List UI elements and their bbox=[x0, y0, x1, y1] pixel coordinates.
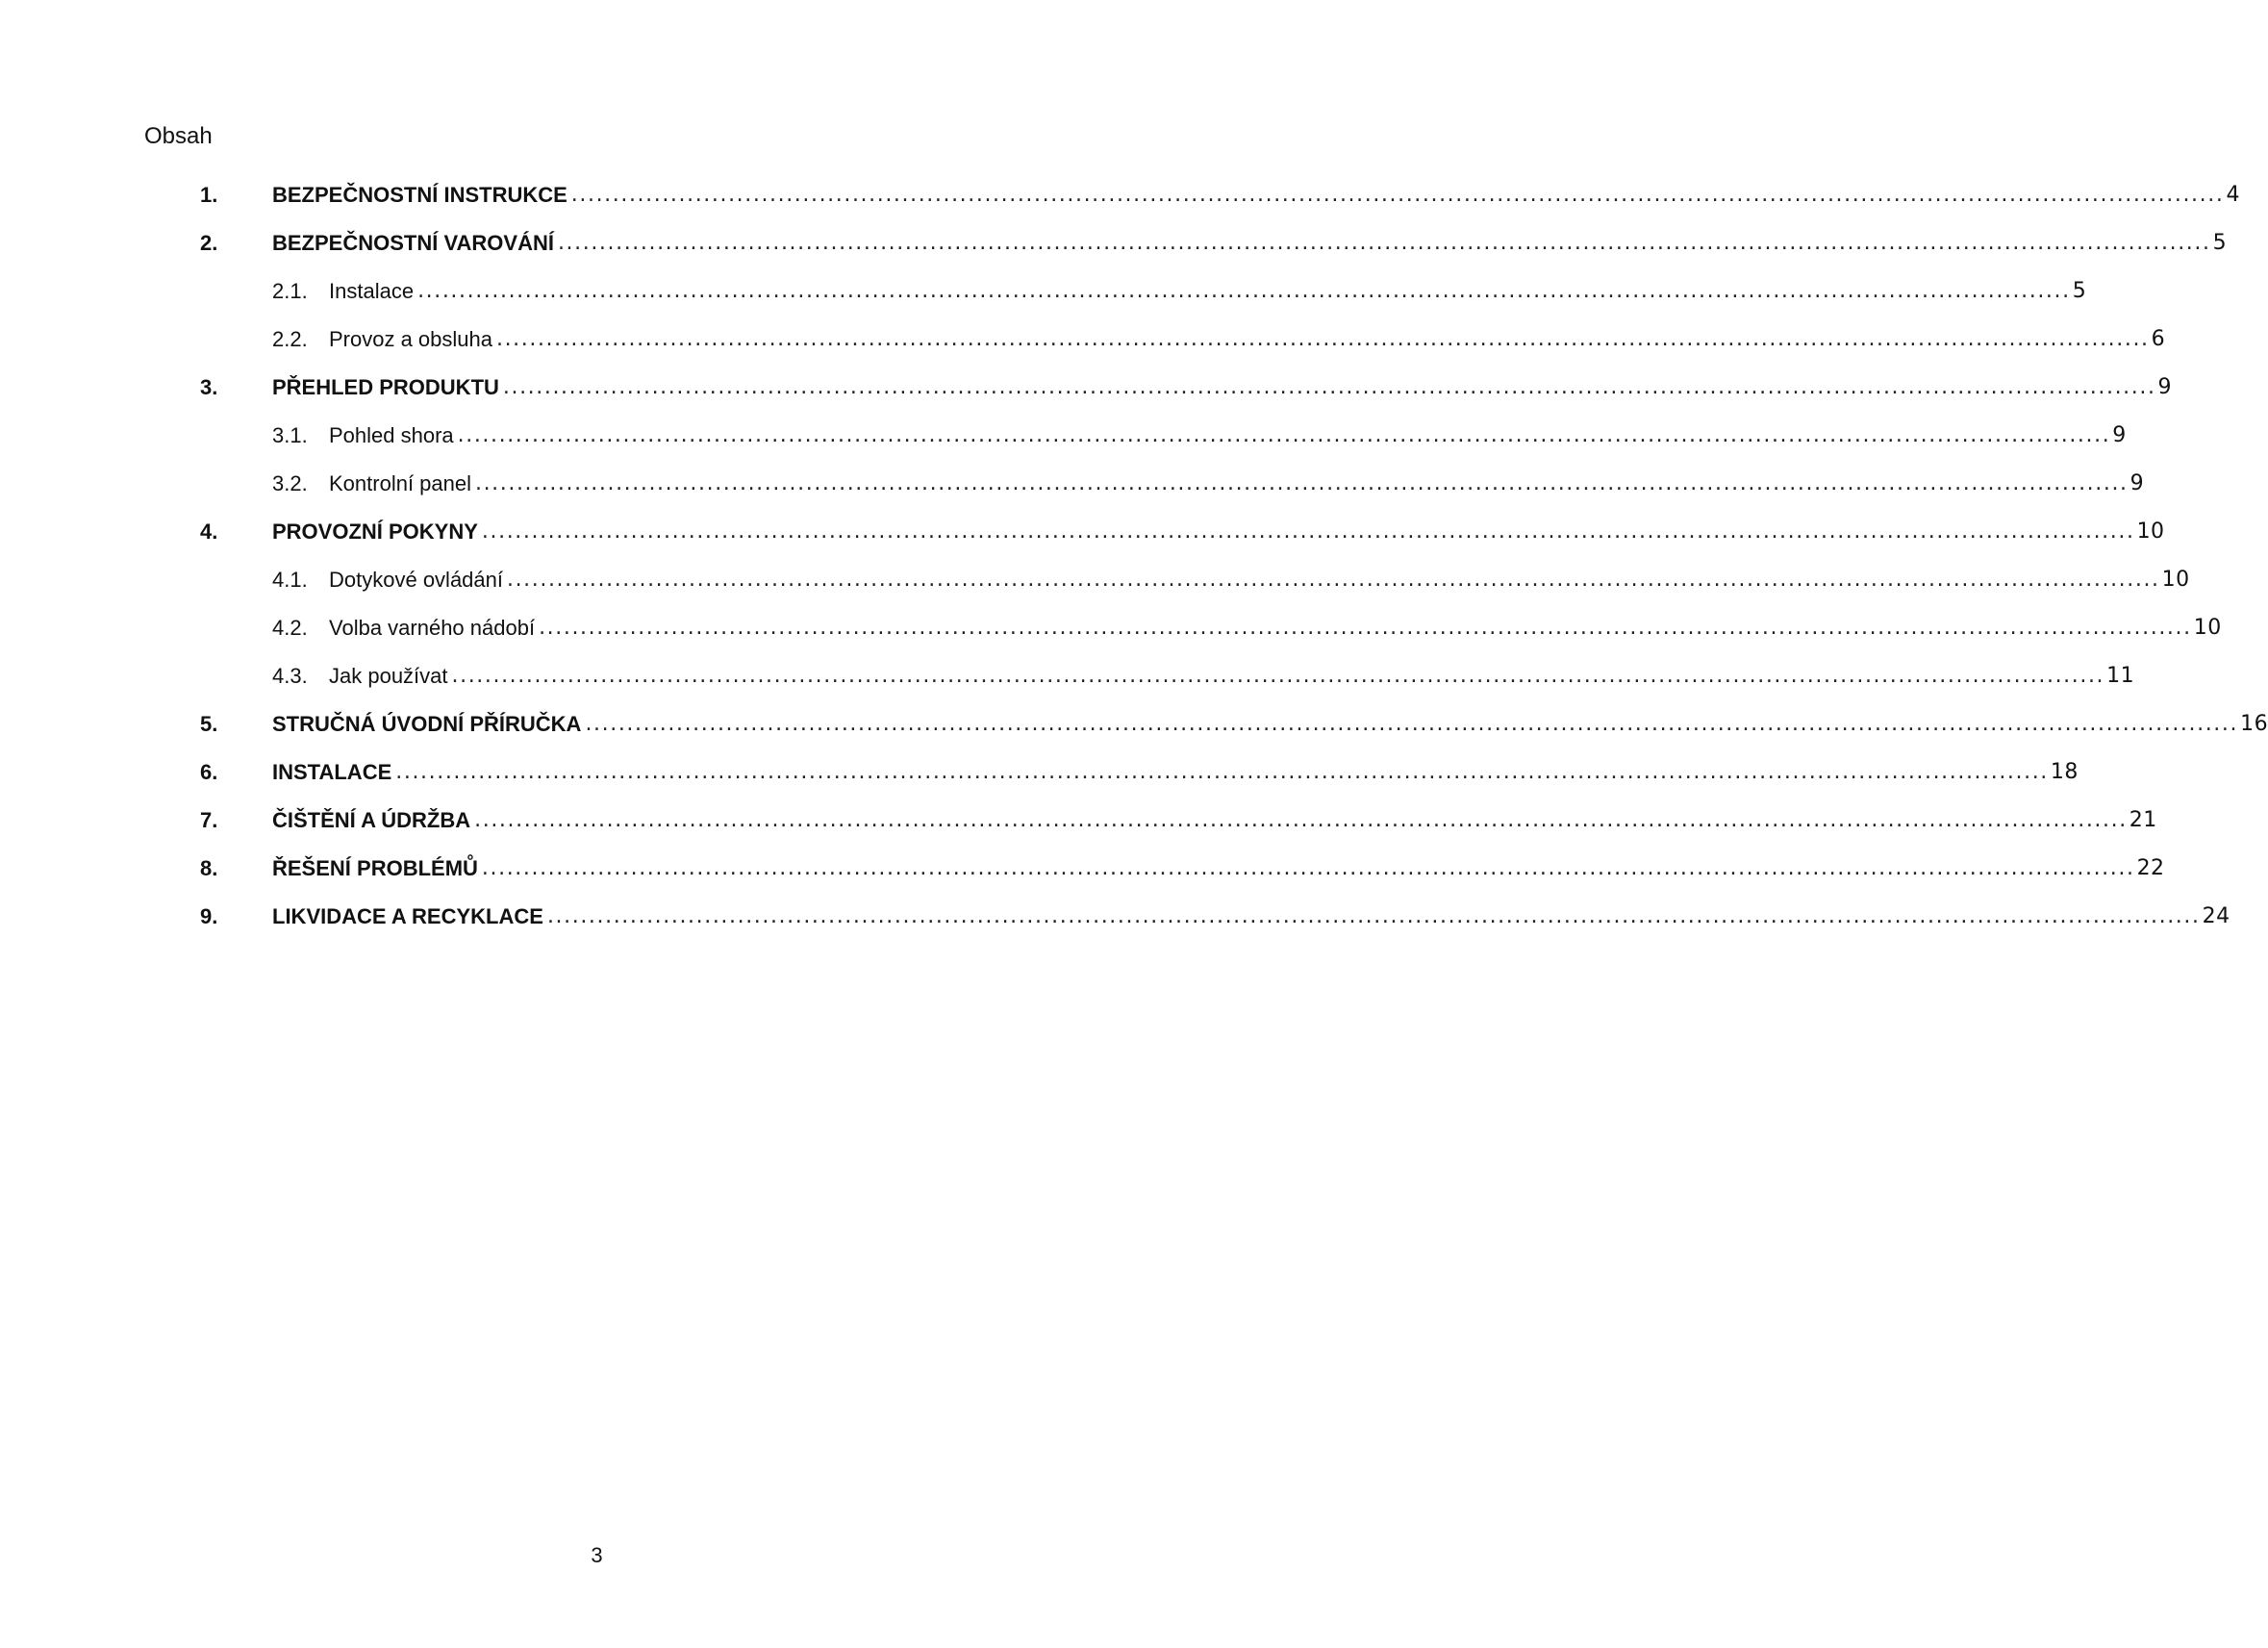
table-of-contents bbox=[0, 183, 2268, 943]
dot-leader: ........................................................................................................................................................................................................ bbox=[474, 808, 2128, 832]
toc-entry-number: 8. bbox=[200, 856, 218, 880]
toc-entry-title[interactable]: BEZPEČNOSTNÍ INSTRUKCE bbox=[272, 183, 567, 207]
toc-entry-title[interactable]: Kontrolní panel bbox=[329, 471, 471, 495]
toc-entry-title[interactable]: Jak používat bbox=[329, 664, 448, 688]
toc-entry-number: 4. bbox=[200, 520, 218, 544]
dot-leader: ........................................................................................................................................................................................................ bbox=[570, 183, 2225, 207]
toc-entry-number: 5. bbox=[200, 712, 218, 736]
dot-leader: ........................................................................................................................................................................................................ bbox=[546, 904, 2201, 928]
dot-leader: ........................................................................................................................................................................................................ bbox=[451, 664, 2105, 688]
toc-entry-title[interactable]: STRUČNÁ ÚVODNÍ PŘÍRUČKA bbox=[272, 712, 582, 736]
toc-entry-number: 3. bbox=[200, 375, 218, 399]
toc-entry-page[interactable]: 18 bbox=[2050, 760, 2079, 784]
dot-leader: ........................................................................................................................................................................................................ bbox=[507, 568, 2160, 592]
toc-entry[interactable] bbox=[0, 616, 2222, 664]
toc-entry-line bbox=[272, 760, 2079, 785]
toc-entry-page[interactable]: 5 bbox=[2212, 231, 2228, 255]
toc-entry-line bbox=[272, 231, 2228, 256]
toc-entry-line bbox=[329, 471, 2145, 496]
toc-entry-number: 7. bbox=[200, 808, 218, 832]
toc-entry-number: 2. bbox=[200, 231, 218, 255]
toc-entry-line bbox=[329, 423, 2127, 448]
toc-entry-title[interactable]: ŘEŠENÍ PROBLÉMŮ bbox=[272, 856, 478, 880]
toc-entry-page[interactable]: 10 bbox=[2193, 616, 2222, 640]
toc-entry-page[interactable]: 16 bbox=[2240, 712, 2268, 736]
toc-entry[interactable] bbox=[0, 568, 2190, 616]
toc-entry-page[interactable]: 10 bbox=[2136, 520, 2165, 544]
toc-entry-line bbox=[329, 327, 2166, 352]
toc-entry-number: 2.1. bbox=[272, 279, 308, 303]
dot-leader: ........................................................................................................................................................................................................ bbox=[585, 712, 2239, 736]
dot-leader: ........................................................................................................................................................................................................ bbox=[502, 375, 2156, 399]
dot-leader: ........................................................................................................................................................................................................ bbox=[496, 327, 2150, 351]
toc-entry-title[interactable]: INSTALACE bbox=[272, 760, 392, 784]
toc-entry-line bbox=[329, 568, 2190, 593]
toc-entry-number: 4.2. bbox=[272, 616, 308, 640]
toc-entry-line bbox=[272, 904, 2230, 929]
toc-entry-line bbox=[329, 279, 2087, 304]
dot-leader: ........................................................................................................................................................................................................ bbox=[481, 520, 2135, 544]
toc-heading: Obsah bbox=[144, 123, 213, 149]
toc-entry[interactable] bbox=[0, 327, 2166, 375]
toc-entry-number: 9. bbox=[200, 904, 218, 928]
toc-entry-title[interactable]: BEZPEČNOSTNÍ VAROVÁNÍ bbox=[272, 231, 554, 255]
toc-entry-title[interactable]: PŘEHLED PRODUKTU bbox=[272, 375, 499, 399]
toc-entry[interactable] bbox=[0, 808, 2157, 856]
toc-entry-number: 1. bbox=[200, 183, 218, 207]
toc-entry-page[interactable]: 9 bbox=[2129, 471, 2145, 495]
toc-entry-line bbox=[272, 375, 2173, 400]
toc-entry[interactable] bbox=[0, 856, 2165, 904]
toc-entry-title[interactable]: Instalace bbox=[329, 279, 415, 303]
dot-leader: ........................................................................................................................................................................................................ bbox=[395, 760, 2049, 784]
toc-entry-page[interactable]: 9 bbox=[2157, 375, 2173, 399]
toc-entry-page[interactable]: 4 bbox=[2226, 183, 2240, 207]
toc-entry[interactable] bbox=[0, 664, 2135, 712]
dot-leader: ........................................................................................................................................................................................................ bbox=[557, 231, 2211, 255]
dot-leader: ........................................................................................................................................................................................................ bbox=[539, 616, 2192, 640]
toc-entry[interactable] bbox=[0, 375, 2173, 423]
toc-entry-number: 4.1. bbox=[272, 568, 308, 592]
toc-entry[interactable] bbox=[0, 520, 2165, 568]
dot-leader: ........................................................................................................................................................................................................ bbox=[417, 279, 2071, 303]
toc-entry[interactable] bbox=[0, 760, 2079, 808]
page-number: 3 bbox=[591, 1543, 603, 1567]
toc-entry-number: 2.2. bbox=[272, 327, 308, 351]
toc-entry-page[interactable]: 6 bbox=[2151, 327, 2166, 351]
toc-entry-number: 3.2. bbox=[272, 471, 308, 495]
dot-leader: ........................................................................................................................................................................................................ bbox=[481, 856, 2135, 880]
toc-entry[interactable] bbox=[0, 423, 2127, 471]
dot-leader: ........................................................................................................................................................................................................ bbox=[457, 423, 2111, 447]
toc-entry-line bbox=[272, 856, 2165, 881]
toc-entry-title[interactable]: Volba varného nádobí bbox=[329, 616, 536, 640]
toc-entry-title[interactable]: ČIŠTĚNÍ A ÚDRŽBA bbox=[272, 808, 471, 832]
toc-entry-line bbox=[272, 183, 2240, 208]
toc-entry-number: 4.3. bbox=[272, 664, 308, 688]
toc-entry-title[interactable]: PROVOZNÍ POKYNY bbox=[272, 520, 478, 544]
toc-entry[interactable] bbox=[0, 231, 2228, 279]
toc-entry-page[interactable]: 5 bbox=[2072, 279, 2087, 303]
toc-entry-line bbox=[329, 664, 2135, 689]
toc-entry-line bbox=[272, 808, 2157, 833]
toc-entry[interactable] bbox=[0, 904, 2230, 943]
toc-entry-page[interactable]: 11 bbox=[2106, 664, 2135, 688]
toc-entry-number: 3.1. bbox=[272, 423, 308, 447]
toc-entry-page[interactable]: 9 bbox=[2112, 423, 2127, 447]
toc-entry-page[interactable]: 22 bbox=[2136, 856, 2165, 880]
toc-entry-title[interactable]: Dotykové ovládání bbox=[329, 568, 503, 592]
toc-entry-title[interactable]: LIKVIDACE A RECYKLACE bbox=[272, 904, 543, 928]
toc-entry[interactable] bbox=[0, 471, 2145, 520]
dot-leader: ........................................................................................................................................................................................................ bbox=[475, 471, 2129, 495]
toc-entry-page[interactable]: 21 bbox=[2129, 808, 2157, 832]
toc-entry-number: 6. bbox=[200, 760, 218, 784]
toc-entry-page[interactable]: 24 bbox=[2202, 904, 2230, 928]
toc-entry-title[interactable]: Provoz a obsluha bbox=[329, 327, 492, 351]
toc-entry-line bbox=[272, 712, 2268, 737]
toc-entry-title[interactable]: Pohled shora bbox=[329, 423, 454, 447]
toc-entry-line bbox=[329, 616, 2222, 641]
toc-entry[interactable] bbox=[0, 279, 2087, 327]
toc-entry-line bbox=[272, 520, 2165, 545]
toc-entry[interactable] bbox=[0, 183, 2240, 231]
toc-entry-page[interactable]: 10 bbox=[2161, 568, 2190, 592]
toc-entry[interactable] bbox=[0, 712, 2268, 760]
